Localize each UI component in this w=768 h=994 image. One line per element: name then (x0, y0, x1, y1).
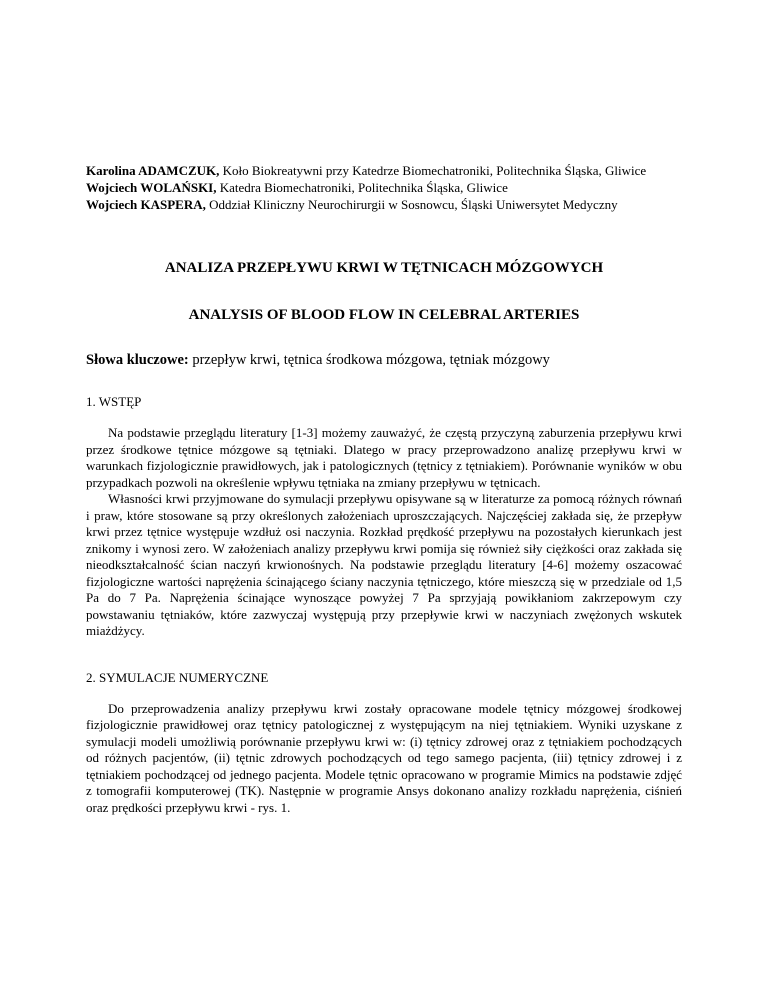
author-name: Karolina ADAMCZUK, (86, 163, 220, 178)
section-symulacje (86, 669, 682, 817)
author-affiliation: Katedra Biomechatroniki, Politechnika Śląska, Gliwice (216, 180, 508, 195)
paragraph: Na podstawie przeglądu literatury [1-3] możemy zauważyć, że częstą przyczyną zaburzenia przepływu krwi przez środkowe tętnice mózgowe są tętniaki. Dlatego w pracy przeprowadzono analizę przepływu krwi w warunkach fizjologicznie prawidłowych, jak i patologicznych (tętnicy z tętniakiem). Porównanie wyników w obu przypadkach pozwoli na określenie wpływu tętniaka na zmiany przepływu w tętnicach. (86, 425, 682, 490)
title-english: ANALYSIS OF BLOOD FLOW IN CELEBRAL ARTERIES (188, 307, 580, 323)
keywords-text: przepływ krwi, tętnica środkowa mózgowa, tętniak mózgowy (188, 352, 550, 368)
section-wstep (86, 393, 682, 640)
author-line (86, 179, 682, 196)
section-heading: 2. SYMULACJE NUMERYCZNE (86, 669, 269, 685)
title-polish: ANALIZA PRZEPŁYWU KRWI W TĘTNICACH MÓZGOWYCH (164, 260, 604, 276)
author-affiliation: Koło Biokreatywni przy Katedrze Biomechatroniki, Politechnika Śląska, Gliwice (219, 163, 647, 178)
author-line (86, 162, 682, 179)
keywords-line (86, 351, 682, 369)
authors-block (86, 162, 682, 213)
keywords-label: Słowa kluczowe: (86, 352, 189, 368)
paragraph: Do przeprowadzenia analizy przepływu krwi zostały opracowane modele tętnicy mózgowej środkowej fizjologicznie prawidłowej oraz tętnicy patologicznej z występującym na niej tętniakiem. Wyniki uzyskane z symulacji modeli umożliwią porównanie przepływu krwi w: (i) tętnicy zdrowej oraz z tętniakiem pochodzących od różnych pacjentów, (ii) tętnic zdrowych pochodzących od tego samego pacjenta, (iii) tętnicy zdrowej i z tętniakiem pochodzącej od jednego pacjenta. Modele tętnic opracowano w programie Mimics na podstawie zdjęć z tomografii komputerowej (TK). Następnie w programie Ansys dokonano analizy rozkładu naprężenia, ciśnień oraz prędkości przepływu krwi - rys. 1. (86, 700, 682, 815)
section-heading: 1. WSTĘP (86, 394, 142, 409)
author-affiliation: Oddział Kliniczny Neurochirurgii w Sosnowcu, Śląski Uniwersytet Medyczny (205, 197, 618, 212)
author-name: Wojciech KASPERA, (86, 197, 206, 212)
author-line (86, 196, 682, 213)
paragraph: Własności krwi przyjmowane do symulacji przepływu opisywane są w literaturze za pomocą różnych równań i praw, które stosowane są przy określonych założeniach uproszczających. Najczęściej zakłada się, że przepływ krwi przez tętnice występuje wzdłuż osi naczynia. Rozkład prędkość przepływu na pozostałych kierunkach jest znikomy i wynosi zero. W założeniach analizy przepływu krwi pomija się również siły ciężkości oraz zakłada się nieodkształcalność ścian naczyń krwionośnych. Na podstawie przeglądu literatury [4-6] możemy oszacować fizjologiczne wartości naprężenia ścinającego ściany naczynia tętniczego, które mieszczą się w przedziale od 1,5 Pa do 7 Pa. Naprężenia ścinające wynoszące powyżej 7 Pa sprzyjają powikłaniom zakrzepowym czy powstawaniu tętniaków, które zazwyczaj występują przy przepływie krwi w naczyniach zwężonych wskutek miażdżycy. (86, 491, 682, 638)
author-name: Wojciech WOLAŃSKI, (86, 180, 217, 195)
